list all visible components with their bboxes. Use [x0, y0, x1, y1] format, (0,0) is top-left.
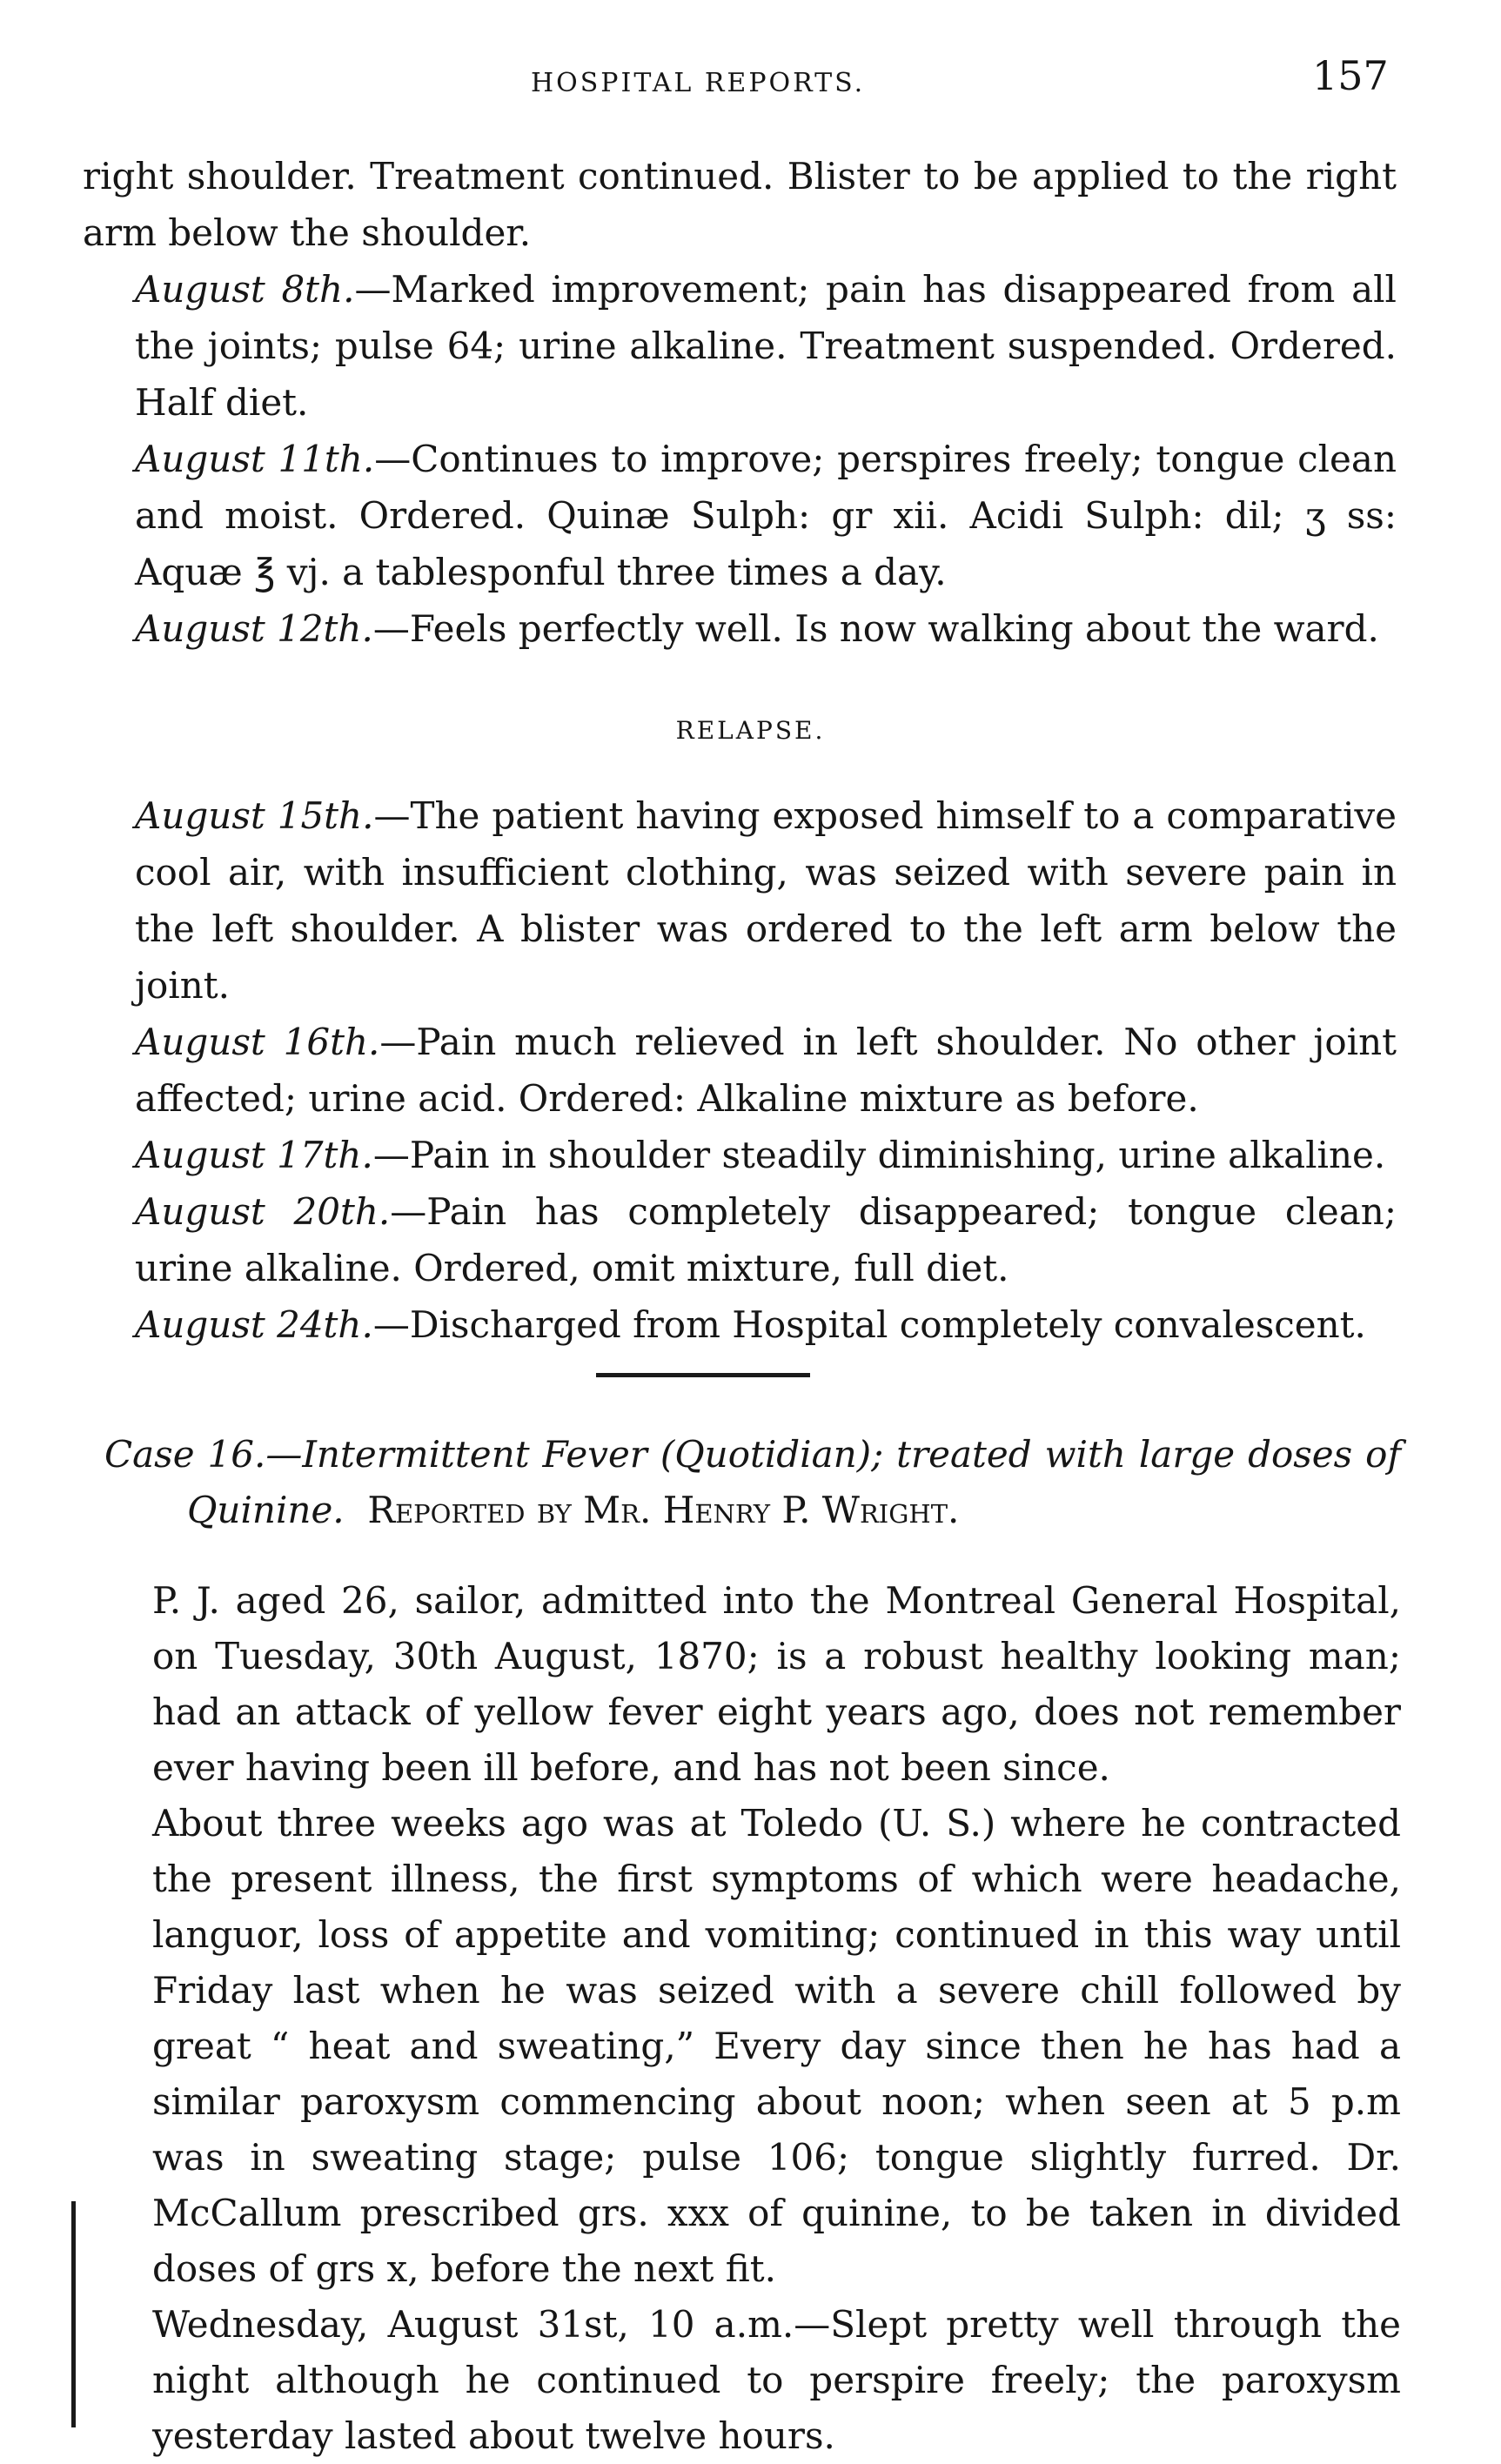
entry-text: —Continues to improve; perspires freely; tongue clean and moist. Ordered. Quinæ Sulph: gr xii. Acidi Sulph: dil; ʒ ss: Aquæ ℥ vj. a tablesponful three times a day. — [135, 438, 1397, 593]
section-treatment-notes — [83, 148, 1397, 657]
case-title-line-2 — [104, 1483, 1401, 1538]
entry-august-16 — [83, 1014, 1397, 1127]
entry-text: —Discharged from Hospital completely convalescent. — [372, 1303, 1366, 1346]
paragraph-wednesday: Wednesday, August 31st, 10 a.m.—Slept pretty well through the night although he continued to perspire freely; the paroxysm yesterday lasted about twelve hours. — [152, 2303, 1401, 2457]
running-head: HOSPITAL REPORTS. — [531, 68, 866, 98]
case-16-heading — [104, 1427, 1401, 1538]
entry-date: August 11th. — [135, 438, 375, 480]
section-relapse — [83, 787, 1397, 1353]
entry-text: —Pain in shoulder steadily diminishing, urine alkaline. — [372, 1134, 1386, 1176]
entry-date: August 17th. — [135, 1134, 373, 1176]
case-title-continued: Quinine. — [187, 1489, 345, 1531]
entry-date: August 12th. — [135, 607, 373, 650]
entry-text: —Pain has completely disappeared; tongue clean; urine alkaline. Ordered, omit mixture, full diet. — [135, 1190, 1397, 1289]
paragraph-text: right shoulder. Treatment continued. Blister to be applied to the right arm below the shoulder. — [83, 155, 1397, 254]
case-title-line-1 — [104, 1427, 1401, 1483]
entry-text: —The patient having exposed himself to a comparative cool air, with insufficient clothing, was seized with severe pain in the left shoulder. A blister was ordered to the left arm below the joint. — [135, 794, 1397, 1007]
case-title: —Intermittent Fever (Quotidian); treated with large doses of — [265, 1433, 1401, 1476]
entry-date: August 8th. — [135, 268, 355, 311]
entry-text: —Pain much relieved in left shoulder. No other joint affected; urine acid. Ordered: Alkaline mixture as before. — [135, 1021, 1397, 1120]
relapse-heading: RELAPSE. — [675, 716, 826, 745]
entry-text: —Marked improvement; pain has disappeared from all the joints; pulse 64; urine alkaline. Treatment suspended. Ordered. Half diet. — [135, 268, 1397, 424]
section-case-16 — [113, 1573, 1401, 2464]
margin-line-mark — [71, 2201, 76, 2427]
entry-august-12 — [83, 600, 1397, 657]
section-divider-rule — [596, 1373, 810, 1377]
paragraph-history: About three weeks ago was at Toledo (U. S.) where he contracted the present illness, the first symptoms of which were headache, languor, loss of appetite and vomiting; continued in this way until Friday last when he was seized with a severe chill followed by great “ heat and sweating,” Every day since then he has had a similar paroxysm commencing about noon; when seen at 5 p.m was in sweating stage; pulse 106; tongue slightly furred. Dr. McCallum prescribed grs. xxx of quinine, to be taken in divided doses of grs x, before the next fit. — [152, 1802, 1401, 2290]
entry-august-20 — [83, 1183, 1397, 1296]
entry-august-17 — [83, 1127, 1397, 1183]
entry-august-11 — [83, 431, 1397, 600]
paragraph-admission: P. J. aged 26, sailor, admitted into the Montreal General Hospital, on Tuesday, 30th August, 1870; is a robust healthy looking man; had an attack of yellow fever eight years ago, does not remember ever having been ill before, and has not been since. — [152, 1579, 1401, 1789]
entry-text: —Feels perfectly well. Is now walking about the ward. — [372, 607, 1379, 650]
entry-date: August 24th. — [135, 1303, 373, 1346]
entry-date: August 16th. — [135, 1021, 380, 1063]
entry-august-24 — [83, 1296, 1397, 1353]
entry-date: August 20th. — [135, 1190, 391, 1233]
entry-august-8 — [83, 261, 1397, 431]
entry-august-15 — [83, 787, 1397, 1014]
entry-date: August 15th. — [135, 794, 374, 837]
paragraph — [83, 148, 1397, 261]
reporter-credit: Reported by Mr. Henry P. Wright. — [367, 1489, 960, 1531]
page-number: 157 — [1312, 52, 1389, 99]
case-label: Case 16. — [104, 1433, 266, 1476]
